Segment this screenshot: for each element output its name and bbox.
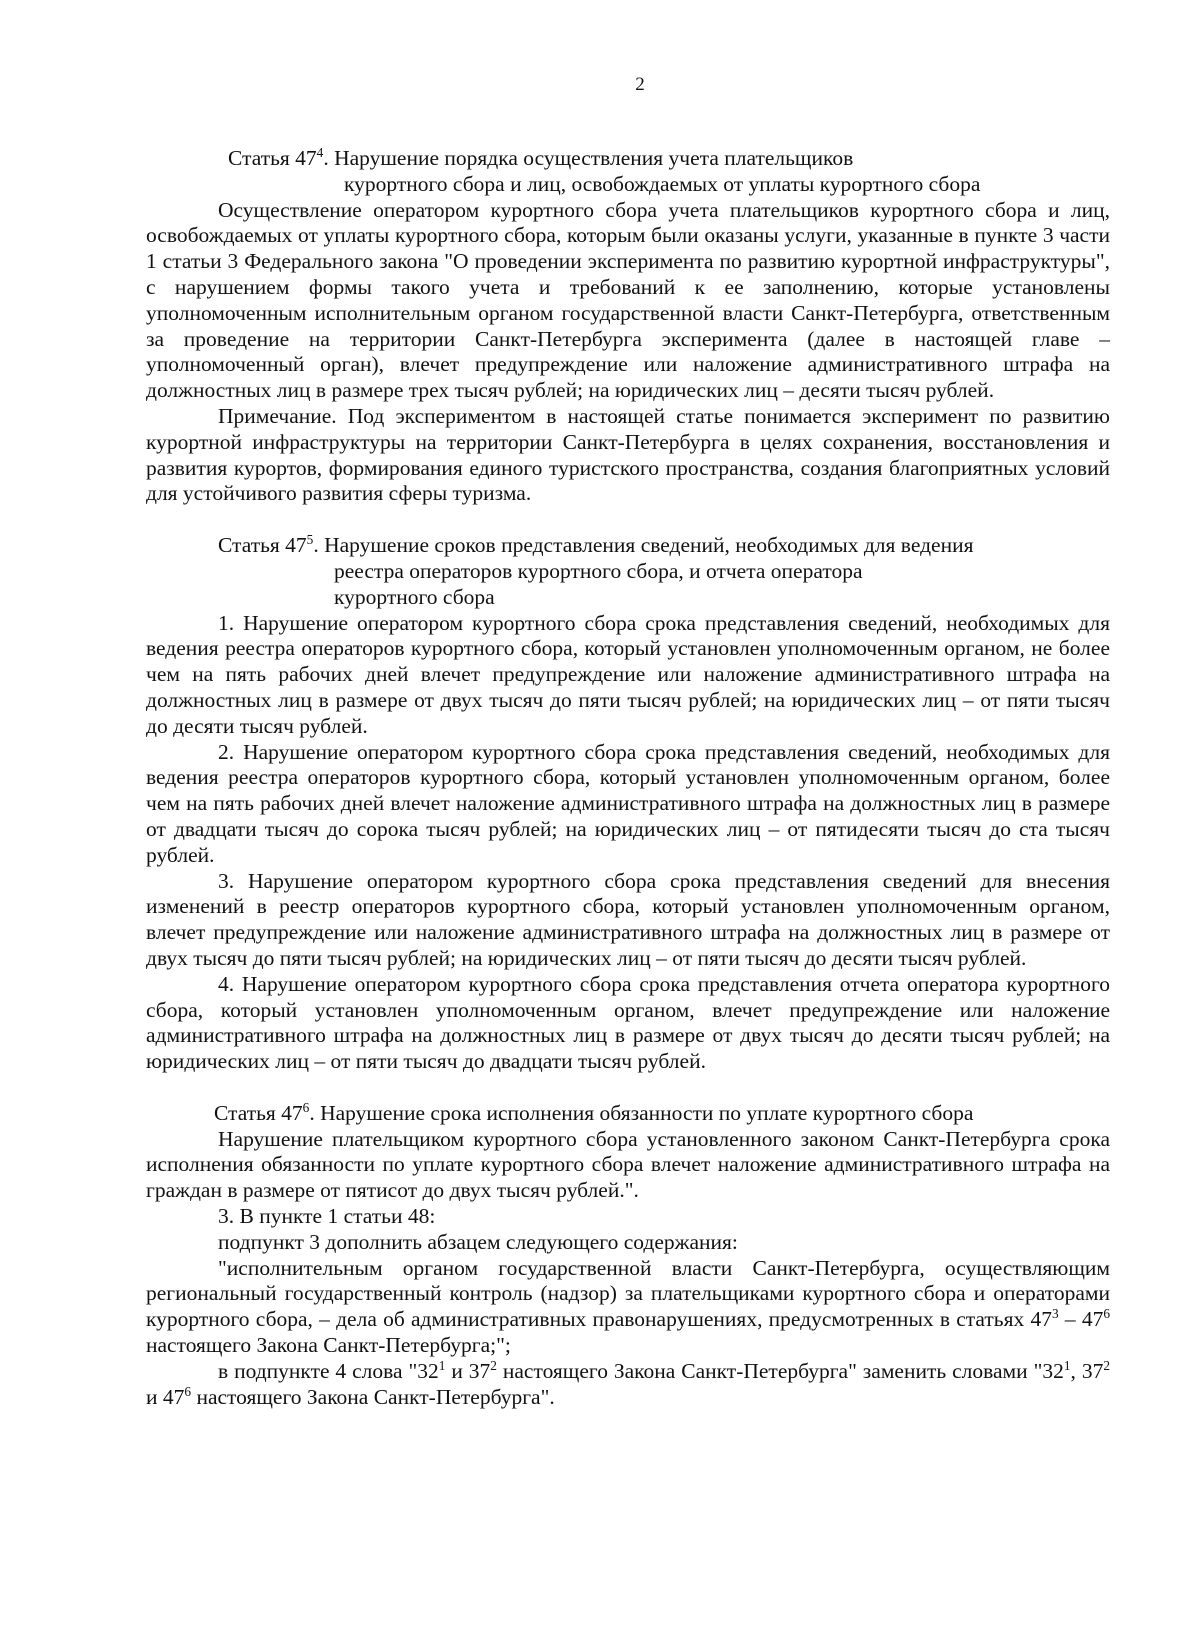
article-47-5-item-3: 3. Нарушение оператором курортного сбора срока представления сведений для внесения изменений в реестр операторов курортного сбора, который установлен уполномоченным органом, влечет предупреждение или наложение административного штрафа на должностных лиц в размере от двух тысяч до пяти тысяч рублей; на юридических лиц – от пяти тысяч до десяти тысяч рублей.: [146, 868, 1110, 970]
article-47-5-heading: Статья $47^5$. Нарушение сроков представления сведений, необходимых для ведения реестра операторов курортного сбора, и отчета оператора курортного сбора: [218, 531, 974, 609]
article-47-5-item-1: 1. Нарушение оператором курортного сбора срока представления сведений, необходимых для ведения реестра операторов курортного сбора, который установлен уполномоченным органом, не более чем на пять рабочих дней влечет предупреждение или наложение административного штрафа на должностных лиц в размере от двух тысяч до пяти тысяч рублей; на юридических лиц – от пяти тысяч до десяти тысяч рублей.: [146, 610, 1110, 738]
article-47-4-heading: Статья $47^4$. Нарушение порядка осуществления учета плательщиков курортного сбора и лиц, освобождаемых от уплаты курортного сбора: [228, 144, 981, 196]
section-3-subpoint-3: подпункт 3 дополнить абзацем следующего содержания:: [218, 1229, 738, 1254]
article-47-6-heading: Статья $47^6$. Нарушение срока исполнения обязанности по уплате курортного сбора: [214, 1099, 974, 1125]
document-body: [146, 146, 1110, 1410]
section-3-quote: "исполнительным органом государственной власти Санкт-Петербурга, осуществляющим региональный государственный контроль (надзор) за плательщиками курортного сбора и операторами курортного сбора, – дела об административных правонарушениях, предусмотренных в статьях $47^3 - 47^6$ настоящего Закона Санкт-Петербурга;";: [146, 1255, 1110, 1358]
page-number: 2: [635, 74, 645, 95]
article-47-5-item-4: 4. Нарушение оператором курортного сбора срока представления отчета оператора курортного сбора, который установлен уполномоченным органом, влечет предупреждение или наложение административного штрафа на должностных лиц в размере от двух тысяч до десяти тысяч рублей; на юридических лиц – от пяти тысяч до двадцати тысяч рублей.: [146, 971, 1110, 1074]
article-47-4-text: Осуществление оператором курортного сбора учета плательщиков курортного сбора и лиц, освобождаемых от уплаты курортного сбора, которым были оказаны услуги, указанные в пункте 3 части 1 статьи 3 Федерального закона "О проведении эксперимента по развитию курортной инфраструктуры", с нарушением формы такого учета и требований к ее заполнению, которые установлены уполномоченным исполнительным органом государственной власти Санкт-Петербурга, ответственным за проведение на территории Санкт-Петербурга эксперимента (далее в настоящей главе – уполномоченный орган), влечет предупреждение или наложение административного штрафа на должностных лиц в размере трех тысяч рублей; на юридических лиц – десяти тысяч рублей.: [146, 197, 1110, 403]
article-47-4-note: Примечание. Под экспериментом в настоящей статье понимается эксперимент по развитию курортной инфраструктуры на территории Санкт-Петербурга в целях сохранения, восстановления и развития курортов, формирования единого туристского пространства, создания благоприятных условий для устойчивого развития сферы туризма.: [146, 403, 1110, 506]
section-3-intro: 3. В пункте 1 статьи 48:: [218, 1204, 436, 1229]
article-47-5-item-2: 2. Нарушение оператором курортного сбора срока представления сведений, необходимых для ведения реестра операторов курортного сбора, который установлен уполномоченным органом, более чем на пять рабочих дней влечет наложение административного штрафа на должностных лиц в размере от двадцати тысяч до сорока тысяч рублей; на юридических лиц – от пятидесяти тысяч до ста тысяч рублей.: [146, 739, 1110, 867]
article-47-6-text: Нарушение плательщиком курортного сбора установленного законом Санкт-Петербурга срока исполнения обязанности по уплате курортного сбора влечет наложение административного штрафа на граждан в размере от пятисот до двух тысяч рублей.".: [146, 1126, 1110, 1203]
section-3-subpoint-4: в подпункте 4 слова "$32^1$ и $37^2$ настоящего Закона Санкт-Петербурга" заменить словами "$32^1$, $37^2$ и $47^6$ настоящего Закона Санкт-Петербурга".: [146, 1357, 1110, 1409]
